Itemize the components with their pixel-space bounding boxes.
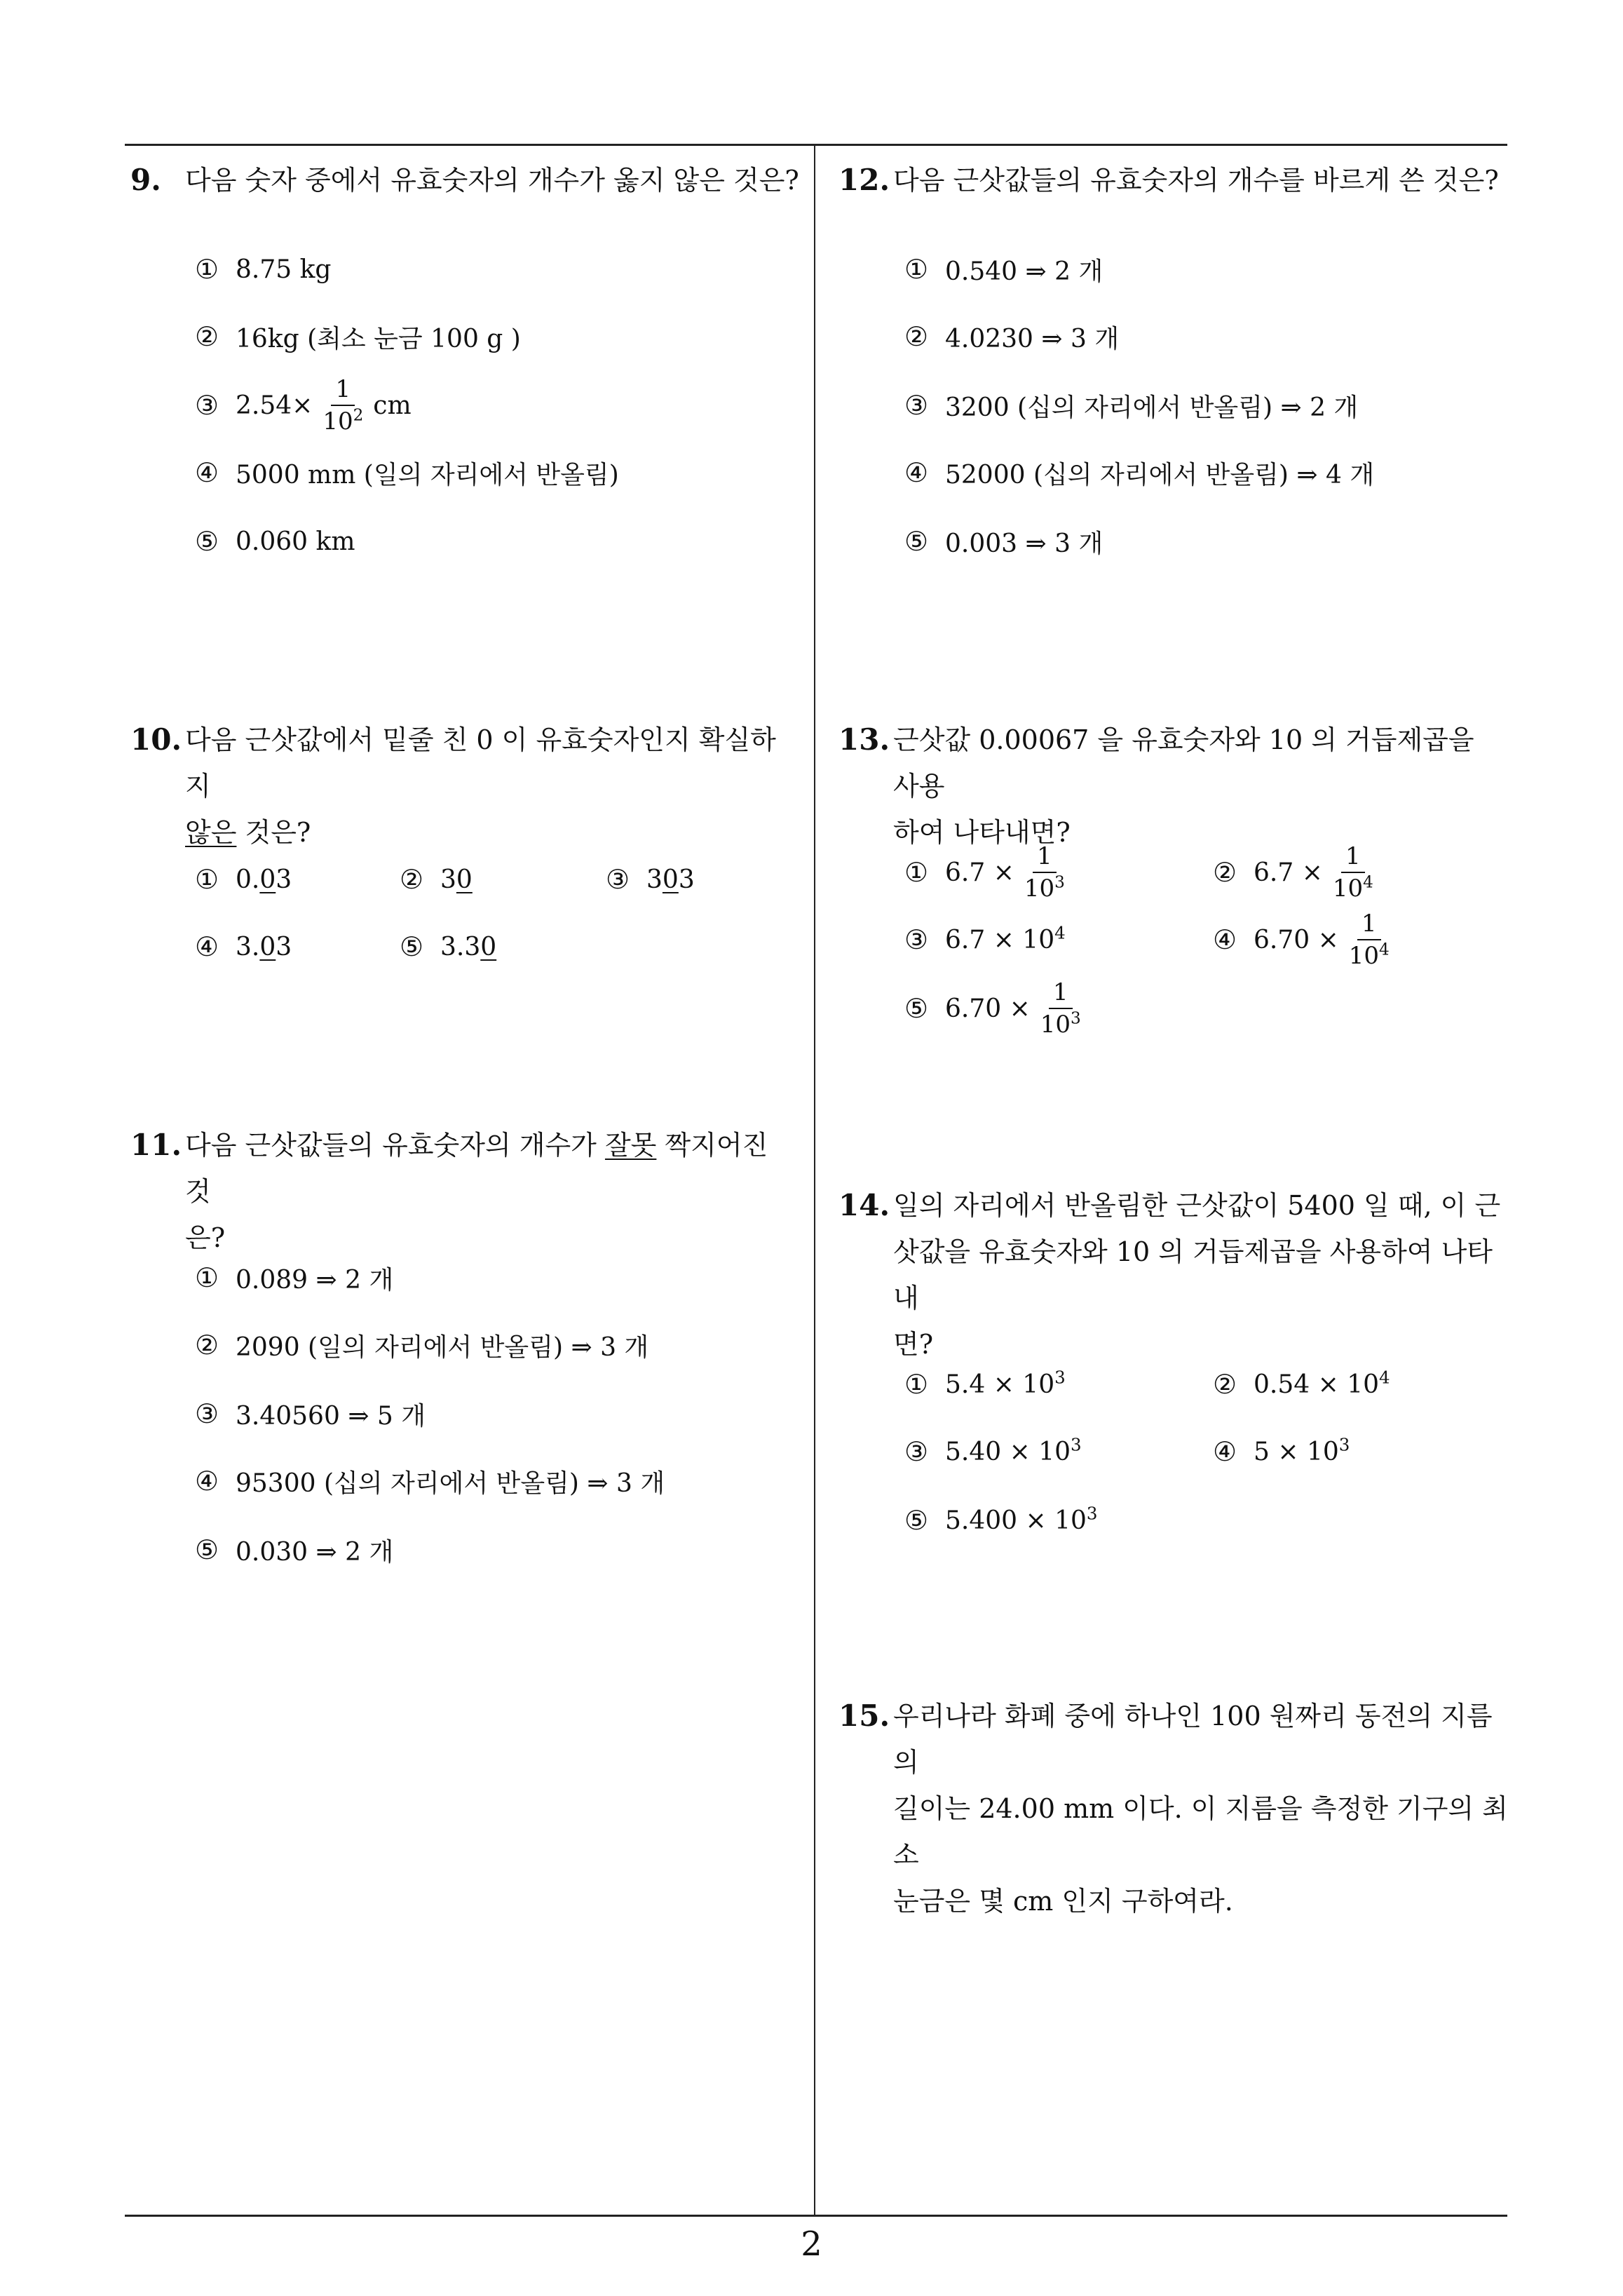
page-number: 2 xyxy=(801,2224,822,2264)
option-1[interactable]: ① $5.4 \times 10^3$ xyxy=(904,1367,1066,1400)
fraction: $\frac{1}{10^2}$ xyxy=(322,375,364,435)
option-2[interactable]: ② 6.7 × $\frac{1}{10^4}$ xyxy=(1213,839,1383,906)
question-15: 15. 우리나라 화폐 중에 하나인 100 원짜리 동전의 지름의 길이는 24.00 mm 이다. 이 지름을 측정한 기구의 최소 눈금은 몇 cm 인지 구하여라. xyxy=(838,1693,1508,1924)
question-text: 다음 숫자 중에서 유효숫자의 개수가 옳지 않은 것은? xyxy=(185,165,799,196)
question-10: 10. 다음 근삿값에서 밑줄 친 0 이 유효숫자인지 확실하지 않은 것은? xyxy=(130,717,800,856)
option-1[interactable]: ① 8.75 kg xyxy=(195,254,332,285)
option-2[interactable]: ② 2090 (일의 자리에서 반올림) ⇒ 3 개 xyxy=(195,1330,649,1362)
option-5[interactable]: ⑤ $5.400 \times 10^3$ xyxy=(904,1503,1098,1536)
option-2[interactable]: ② 16kg (최소 눈금 100 g ) xyxy=(195,321,521,353)
question-number: 10. xyxy=(130,722,182,757)
question-13: 13. 근삿값 0.00067 을 유효숫자와 10 의 거듭제곱을 사용 하여 나타내면? xyxy=(838,717,1508,856)
option-4[interactable]: ④ 5000 mm (일의 자리에서 반올림) xyxy=(195,457,619,489)
option-1[interactable]: ① 0. 0 3 xyxy=(195,864,292,895)
option-1[interactable]: ① 0.540 ⇒ 2 개 xyxy=(904,254,1103,286)
fraction: $\frac{1}{10^3}$ xyxy=(1024,842,1065,903)
option-3[interactable]: ③ $5.40 \times 10^3$ xyxy=(904,1434,1082,1467)
question-text: 다음 근삿값에서 밑줄 친 0 이 유효숫자인지 확실하지 xyxy=(185,724,776,802)
fraction: $\frac{1}{10^4}$ xyxy=(1348,910,1390,970)
question-text: 근삿값 0.00067 을 유효숫자와 10 의 거듭제곱을 사용 xyxy=(893,724,1474,802)
option-5[interactable]: ⑤ 0.060 km xyxy=(195,526,355,557)
question-number: 15. xyxy=(838,1699,890,1733)
question-text: 우리나라 화폐 중에 하나인 100 원짜리 동전의 지름의 xyxy=(893,1701,1493,1778)
option-5[interactable]: ⑤ 6.70 × $\frac{1}{10^3}$ xyxy=(904,975,1091,1042)
question-number: 12. xyxy=(838,163,890,197)
option-5[interactable]: ⑤ 3.3 0 xyxy=(400,931,497,962)
option-4[interactable]: ④ 52000 (십의 자리에서 반올림) ⇒ 4 개 xyxy=(904,457,1375,489)
option-1[interactable]: ① 0.089 ⇒ 2 개 xyxy=(195,1262,394,1295)
option-5[interactable]: ⑤ 0.030 ⇒ 2 개 xyxy=(195,1534,394,1567)
question-14: 14. 일의 자리에서 반올림한 근삿값이 5400 일 때, 이 근 삿값을 유효숫자와 10 의 거듭제곱을 사용하여 나타내 면? xyxy=(838,1182,1508,1368)
question-number: 14. xyxy=(838,1188,890,1222)
option-2[interactable]: ② 4.0230 ⇒ 3 개 xyxy=(904,321,1120,353)
option-3[interactable]: ③ 3200 (십의 자리에서 반올림) ⇒ 2 개 xyxy=(904,390,1359,422)
fraction: $\frac{1}{10^3}$ xyxy=(1040,978,1081,1039)
bottom-rule xyxy=(125,2215,1507,2217)
option-4[interactable]: ④ 3. 0 3 xyxy=(195,931,292,962)
top-rule xyxy=(125,144,1507,146)
question-text: 다음 근삿값들의 유효숫자의 개수를 바르게 쓴 것은? xyxy=(893,165,1499,196)
option-1[interactable]: ① 6.7 × $\frac{1}{10^3}$ xyxy=(904,839,1075,906)
question-11: 11. 다음 근삿값들의 유효숫자의 개수가 잘못 짝지어진 것 은? xyxy=(130,1122,800,1261)
question-9 xyxy=(130,157,800,203)
option-2[interactable]: ② $0.54 \times 10^4$ xyxy=(1213,1367,1390,1400)
option-3[interactable]: ③ 3 0 3 xyxy=(606,864,695,895)
option-2[interactable]: ② 3 0 xyxy=(400,864,473,895)
option-3[interactable]: ③ 3.40560 ⇒ 5 개 xyxy=(195,1398,426,1431)
option-4[interactable]: ④ 95300 (십의 자리에서 반올림) ⇒ 3 개 xyxy=(195,1466,665,1498)
option-3[interactable]: ③ $6.7 \times 10^4$ xyxy=(904,922,1066,955)
question-text: 다음 근삿값들의 유효숫자의 개수가 잘못 짝지어진 것 xyxy=(185,1130,768,1207)
fraction: $\frac{1}{10^4}$ xyxy=(1332,842,1373,903)
option-4[interactable]: ④ 6.70 × $\frac{1}{10^4}$ xyxy=(1213,906,1399,973)
option-5[interactable]: ⑤ 0.003 ⇒ 3 개 xyxy=(904,526,1103,558)
option-3[interactable]: ③ 2.54× $\frac{1}{10^2}$ cm xyxy=(195,375,412,435)
column-divider xyxy=(814,144,815,2216)
question-text: 일의 자리에서 반올림한 근삿값이 5400 일 때, 이 근 xyxy=(893,1190,1501,1221)
question-number: 9. xyxy=(130,163,161,197)
underlined-word: 않은 xyxy=(185,817,237,848)
option-4[interactable]: ④ $5 \times 10^3$ xyxy=(1213,1434,1350,1467)
question-number: 13. xyxy=(838,722,890,757)
question-12 xyxy=(838,157,1508,203)
question-number: 11. xyxy=(130,1128,182,1162)
